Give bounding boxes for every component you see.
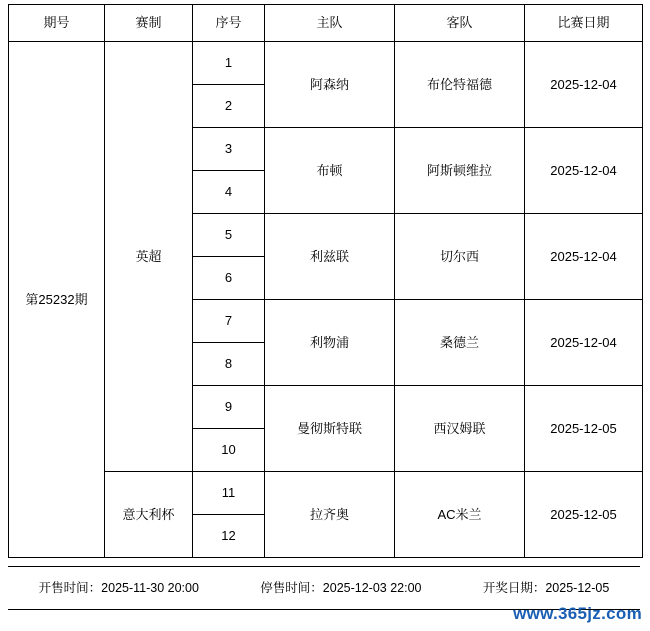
home-team: 布顿 <box>265 128 395 214</box>
home-team: 利物浦 <box>265 300 395 386</box>
away-team: 切尔西 <box>395 214 525 300</box>
column-header-league: 赛制 <box>105 5 193 42</box>
home-team: 利兹联 <box>265 214 395 300</box>
match-no: 6 <box>193 257 265 300</box>
match-no: 10 <box>193 429 265 472</box>
footer-info <box>8 578 640 596</box>
match-date: 2025-12-04 <box>525 214 643 300</box>
sale-end-time: 停售时间：2025-12-03 22:00 <box>260 581 422 595</box>
issue-cell: 第25232期 <box>9 42 105 558</box>
table-body <box>9 42 643 558</box>
match-no: 5 <box>193 214 265 257</box>
column-header-issue: 期号 <box>9 5 105 42</box>
away-team: AC米兰 <box>395 472 525 558</box>
column-header-date: 比赛日期 <box>525 5 643 42</box>
match-date: 2025-12-05 <box>525 472 643 558</box>
table-row <box>9 42 643 85</box>
match-date: 2025-12-04 <box>525 128 643 214</box>
match-no: 1 <box>193 42 265 85</box>
away-team: 阿斯顿维拉 <box>395 128 525 214</box>
league-cell-coppa: 意大利杯 <box>105 472 193 558</box>
match-no: 8 <box>193 343 265 386</box>
home-team: 曼彻斯特联 <box>265 386 395 472</box>
match-schedule-sheet <box>8 4 642 558</box>
match-no: 3 <box>193 128 265 171</box>
match-no: 4 <box>193 171 265 214</box>
match-no: 9 <box>193 386 265 429</box>
table-header <box>9 5 643 42</box>
column-header-no: 序号 <box>193 5 265 42</box>
match-date: 2025-12-04 <box>525 42 643 128</box>
sale-start-time: 开售时间：2025-11-30 20:00 <box>38 581 199 595</box>
match-date: 2025-12-05 <box>525 386 643 472</box>
draw-date: 开奖日期：2025-12-05 <box>482 581 610 595</box>
away-team: 桑德兰 <box>395 300 525 386</box>
table-row <box>9 472 643 515</box>
table-header-row <box>9 5 643 42</box>
column-header-away: 客队 <box>395 5 525 42</box>
home-team: 拉齐奥 <box>265 472 395 558</box>
site-watermark: www.365jz.com <box>513 604 642 623</box>
match-no: 7 <box>193 300 265 343</box>
match-date: 2025-12-04 <box>525 300 643 386</box>
league-cell-premier: 英超 <box>105 42 193 472</box>
column-header-home: 主队 <box>265 5 395 42</box>
match-no: 2 <box>193 85 265 128</box>
match-no: 12 <box>193 515 265 558</box>
match-no: 11 <box>193 472 265 515</box>
home-team: 阿森纳 <box>265 42 395 128</box>
away-team: 西汉姆联 <box>395 386 525 472</box>
away-team: 布伦特福德 <box>395 42 525 128</box>
match-table <box>8 4 643 558</box>
